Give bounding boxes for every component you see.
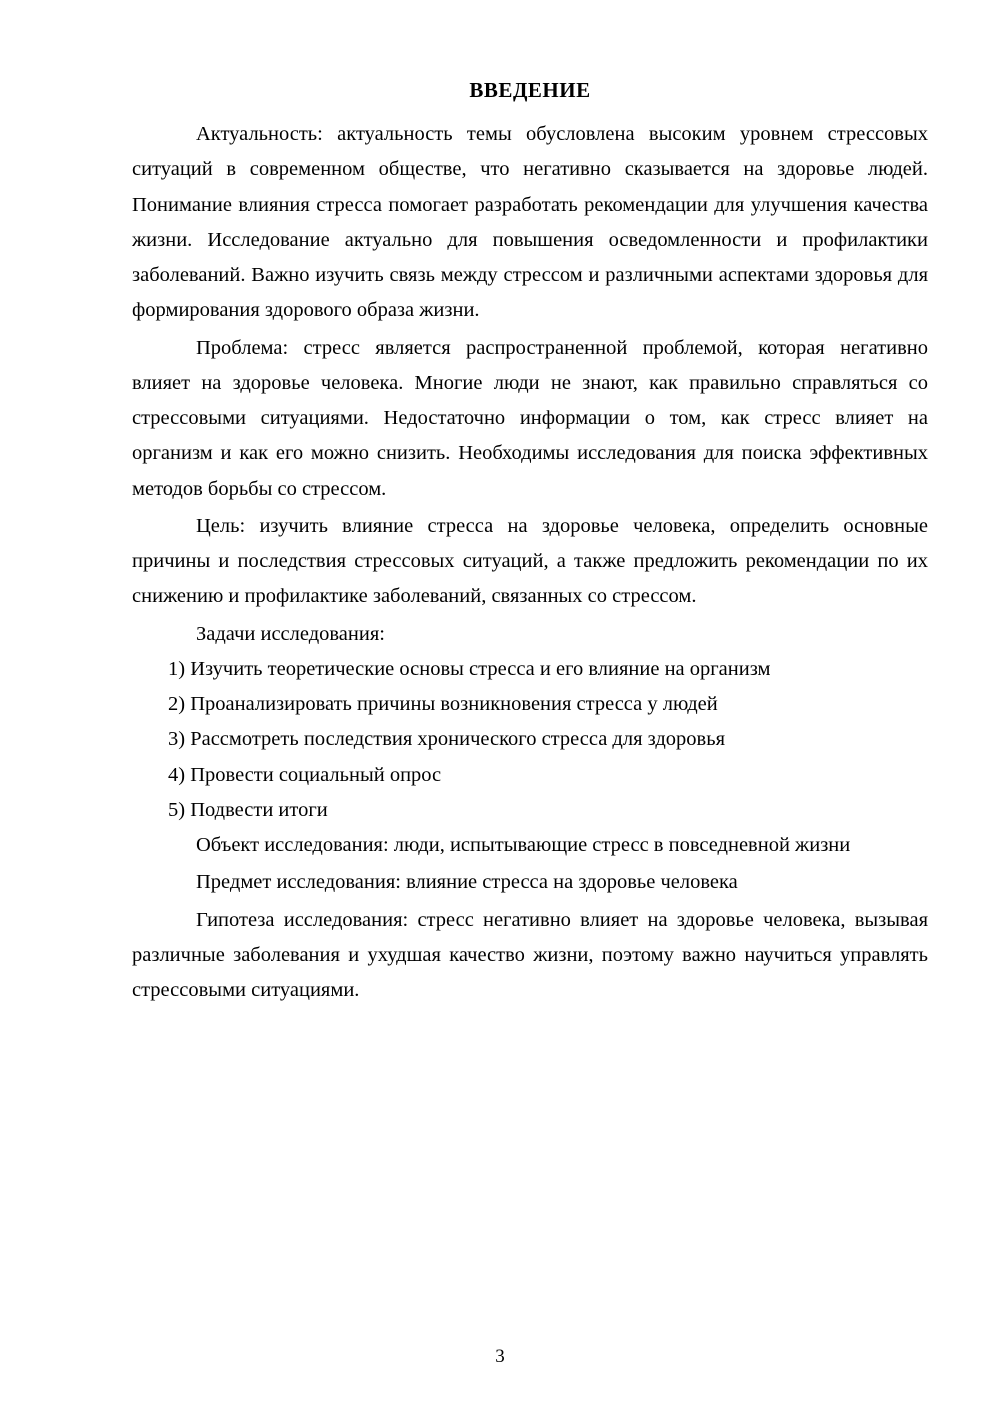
list-item: 1) Изучить теоретические основы стресса и его влияние на организм <box>168 657 771 680</box>
list-item: 2) Проанализировать причины возникновения стресса у людей <box>168 693 718 715</box>
paragraph-goal: Цель: изучить влияние стресса на здоровье человека, определить основные причины и последствия стрессовых ситуаций, а также предложить рекомендации по их снижению и профилактике заболеваний, связанных со стрессом. <box>132 514 928 608</box>
paragraph-subject: Предмет исследования: влияние стресса на здоровье человека <box>196 871 738 894</box>
paragraph-object: Объект исследования: люди, испытывающие стресс в повседневной жизни <box>196 834 851 856</box>
paragraph-hypothesis: Гипотеза исследования: стресс негативно влияет на здоровье человека, вызывая различные заболевания и ухудшая качество жизни, поэтому важно научиться управлять стрессовыми ситуациями. <box>132 908 928 1001</box>
tasks-heading: Задачи исследования: <box>196 622 385 645</box>
list-item: 5) Подвести итоги <box>168 798 328 821</box>
paragraph-problem: Проблема: стресс является распространенной проблемой, которая негативно влияет на здоровье человека. Многие люди не знают, как правильно справляться со стрессовыми ситуациями. Недостаточно информации о том, как стресс влияет на организм и как его можно снизить. Необходимы исследования для поиска эффективных методов борьбы со стрессом. <box>132 336 928 500</box>
list-item: 3) Рассмотреть последствия хронического стресса для здоровья <box>168 728 725 751</box>
page-number: 3 <box>495 1346 505 1367</box>
page-title: ВВЕДЕНИЕ <box>469 78 591 102</box>
list-item: 4) Провести социальный опрос <box>168 763 442 786</box>
paragraph-relevance: Актуальность: актуальность темы обусловлена высоким уровнем стрессовых ситуаций в современном обществе, что негативно сказывается на здоровье людей. Понимание влияния стресса помогает разработать рекомендации для улучшения качества жизни. Исследование актуально для повышения осведомленности и профилактики заболеваний. Важно изучить связь между стрессом и различными аспектами здоровья для формирования здорового образа жизни. <box>132 123 928 322</box>
tasks-list <box>132 652 928 828</box>
